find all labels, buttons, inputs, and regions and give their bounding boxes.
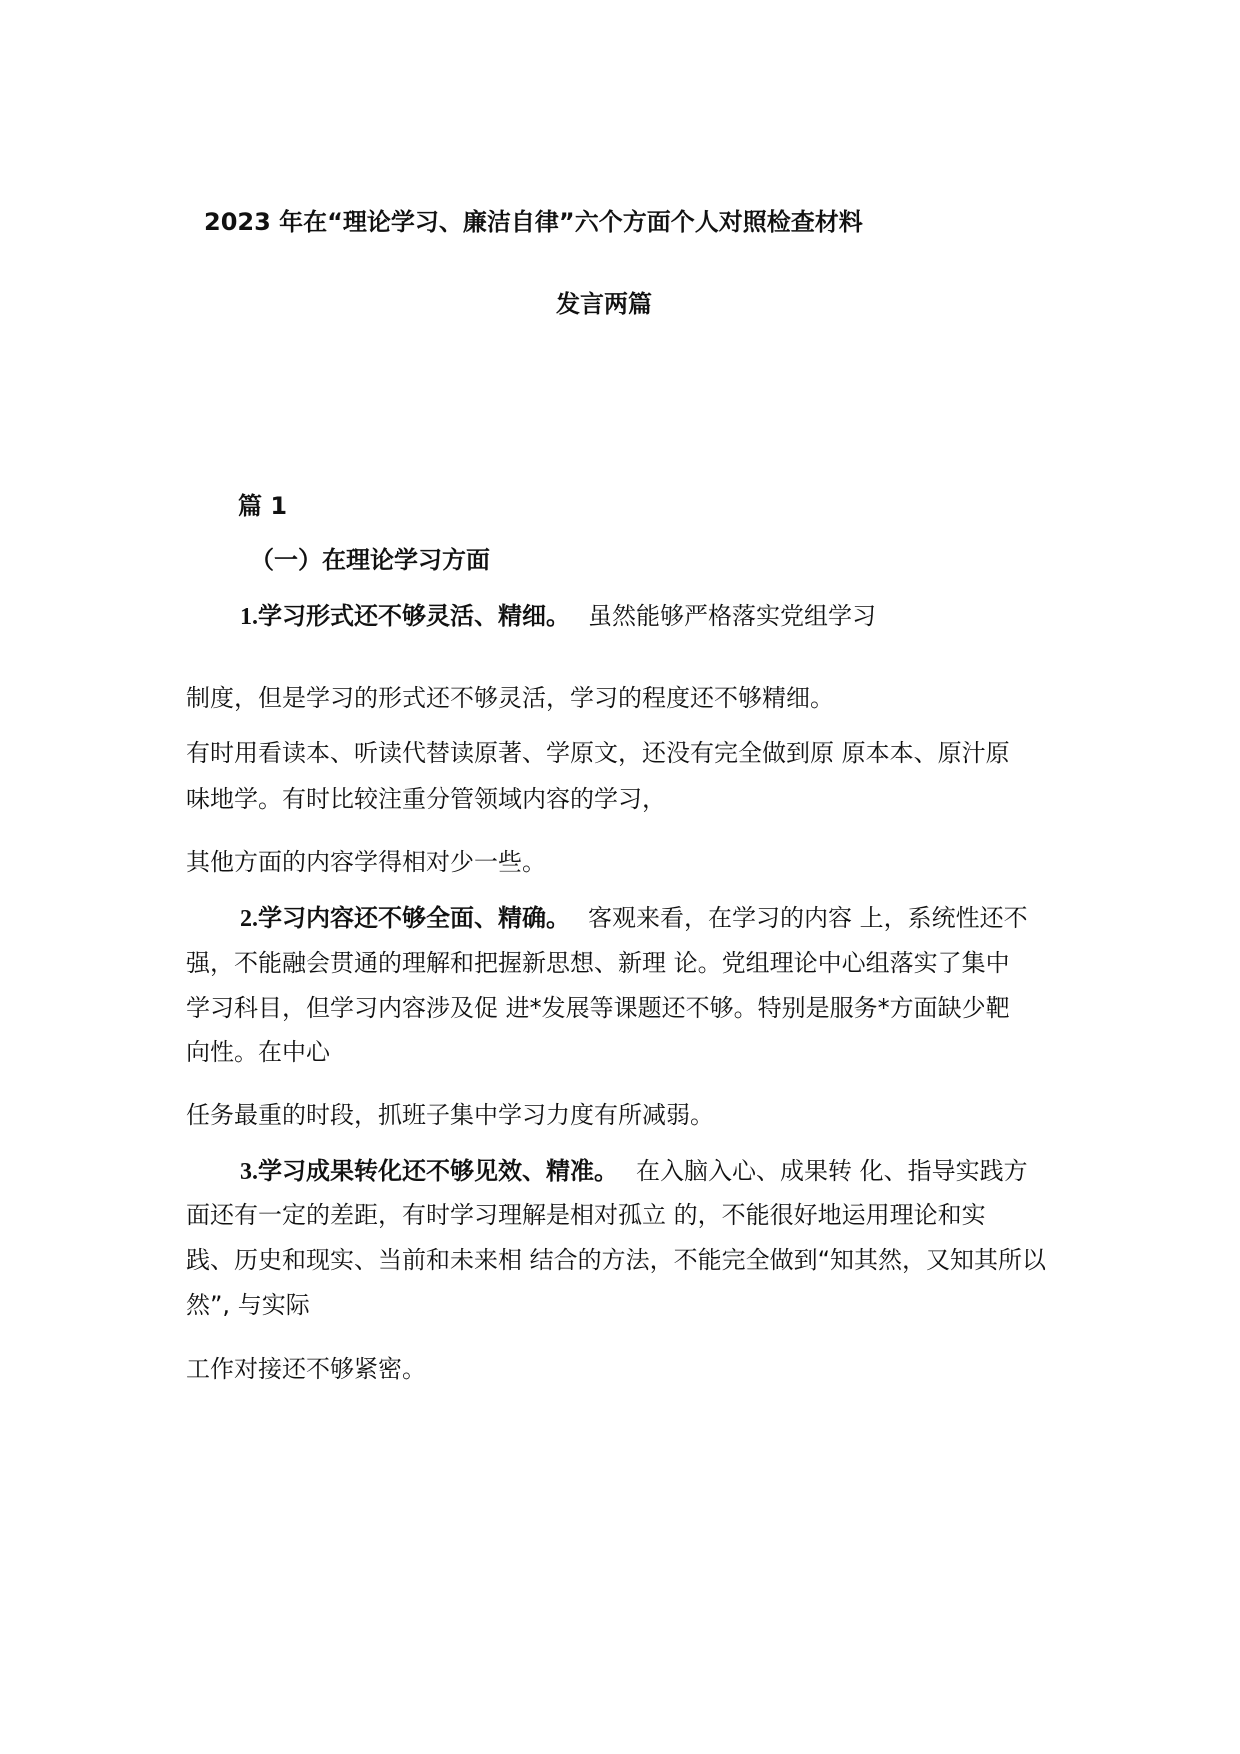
paragraph-line: 向性。在中心 [186, 1038, 330, 1066]
paragraph-line: 工作对接还不够紧密。 [186, 1355, 426, 1383]
document-title-line-2: 发言两篇 [556, 290, 652, 318]
item-heading: 学习内容还不够全面、精确。 [258, 904, 570, 932]
item-number: 3. [240, 1159, 258, 1185]
paragraph-line: 味地学。有时比较注重分管领域内容的学习， [186, 785, 666, 813]
subsection-heading: （一）在理论学习方面 [250, 546, 490, 574]
paragraph-line: 强，不能融会贯通的理解和把握新思想、新理 论。党组理论中心组落实了集中 [186, 949, 1010, 977]
item-heading: 学习形式还不够灵活、精细。 [258, 602, 570, 630]
paragraph-text: 在入脑入心、成果转 化、指导实践方 [636, 1157, 1028, 1185]
item-heading: 学习成果转化还不够见效、精准。 [258, 1157, 618, 1185]
paragraph-line: 任务最重的时段，抓班子集中学习力度有所减弱。 [186, 1101, 714, 1129]
section-label: 篇 1 [238, 492, 288, 520]
paragraph-text: 客观来看，在学习的内容 上，系统性还不 [588, 904, 1028, 932]
paragraph-line: 学习科目，但学习内容涉及促 进*发展等课题还不够。特别是服务*方面缺少靶 [186, 994, 1010, 1022]
item-number: 1. [240, 604, 258, 630]
paragraph-text: 虽然能够严格落实党组学习 [588, 602, 876, 630]
paragraph-line: 践、历史和现实、当前和未来相 结合的方法，不能完全做到“知其然，又知其所以 [186, 1246, 1047, 1274]
paragraph-line: 有时用看读本、听读代替读原著、学原文，还没有完全做到原 原本本、原汁原 [186, 739, 1010, 767]
item-number: 2. [240, 906, 258, 932]
paragraph-line: 其他方面的内容学得相对少一些。 [186, 848, 546, 876]
paragraph-line: 制度，但是学习的形式还不够灵活，学习的程度还不够精细。 [186, 684, 834, 712]
item-2-first-line [240, 903, 1028, 934]
item-3-first-line [240, 1156, 1028, 1187]
document-title-line-1: 2023 年在“理论学习、廉洁自律”六个方面个人对照检查材料 [204, 208, 863, 236]
paragraph-line: 然”, 与实际 [186, 1291, 310, 1319]
item-1-first-line [240, 601, 876, 632]
paragraph-line: 面还有一定的差距，有时学习理解是相对孤立 的，不能很好地运用理论和实 [186, 1201, 986, 1229]
